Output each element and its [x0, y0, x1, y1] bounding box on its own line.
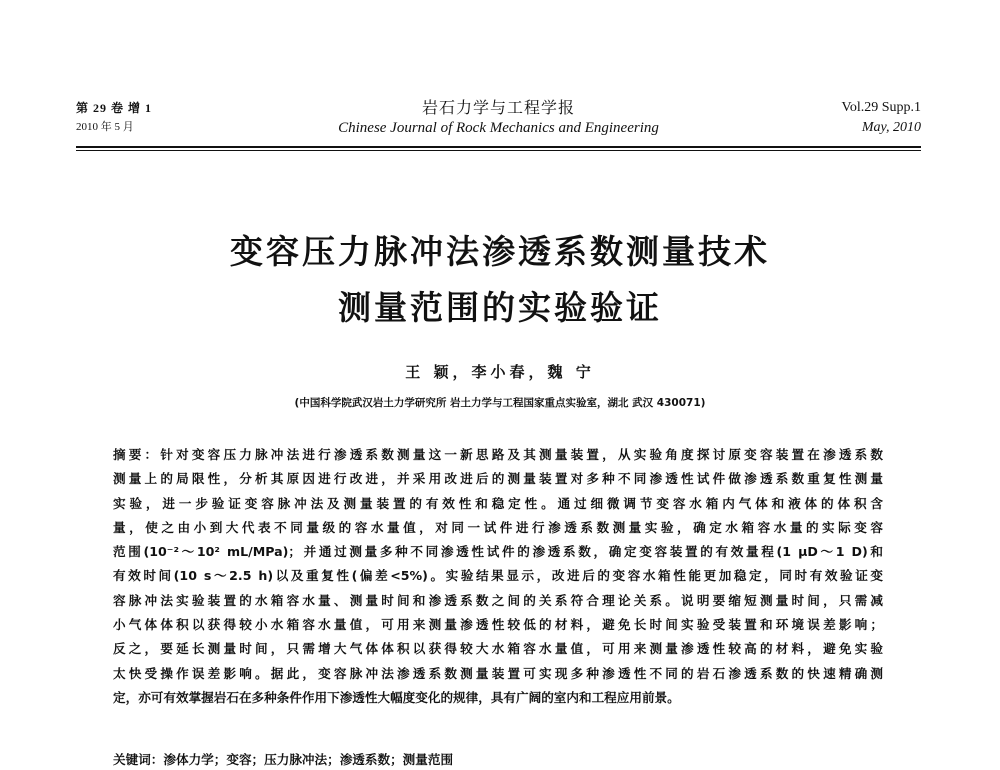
volume-cn: 第 29 卷 增 1 — [76, 101, 153, 115]
running-header — [76, 98, 921, 146]
affiliation: (中国科学院武汉岩土力学研究所 岩土力学与工程国家重点实验室，湖北 武汉 430071) — [294, 397, 706, 409]
date-en: May, 2010 — [861, 120, 921, 135]
abstract-line: 反之，要延长测量时间，只需增大气体体积以获得较大水箱容水量值，可用来测量渗透性较高的材料，避免实验 — [113, 641, 883, 657]
journal-title-cn: 岩石力学与工程学报 — [421, 98, 575, 117]
abstract-line: 定，亦可有效掌握岩石在多种条件作用下渗透性大幅度变化的规律，具有广阔的室内和工程应用前景。 — [113, 689, 680, 705]
keywords — [113, 750, 453, 770]
journal-title-en: Chinese Journal of Rock Mechanics and Engineering — [338, 120, 659, 136]
volume-en: Vol.29 Supp.1 — [841, 100, 921, 115]
header-right — [842, 98, 921, 138]
keywords-text: 渗体力学；变容；压力脉冲法；渗透系数；测量范围 — [163, 752, 454, 767]
abstract-line: 容脉冲法实验装置的水箱容水量、测量时间和渗透系数之间的关系符合理论关系。说明要缩短测量时间，只需减 — [113, 592, 883, 608]
abstract-label: 摘要： — [113, 447, 161, 462]
abstract-line — [113, 443, 883, 467]
abstract-line: 测量上的局限性，分析其原因进行改进，并采用改进后的测量装置对多种不同渗透性试件做渗透系数重复性测量 — [113, 471, 883, 487]
abstract-text: 针对变容压力脉冲法进行渗透系数测量这一新思路及其测量装置，从实验角度探讨原变容装置在渗透系数 — [160, 447, 884, 462]
abstract — [113, 443, 883, 710]
header-rule-thick — [76, 146, 921, 148]
paper-title-line-1: 变容压力脉冲法渗透系数测量技术 — [230, 232, 770, 271]
abstract-line: 小气体体积以获得较小水箱容水量值，可用来测量渗透性较低的材料，避免长时间实验受装置和环境误差影响； — [113, 617, 883, 633]
abstract-line: 量，使之由小到大代表不同量级的容水量值，对同一试件进行渗透系数测量实验，确定水箱容水量的实际变容 — [113, 519, 883, 535]
header-center — [76, 98, 921, 138]
abstract-line: 实验，进一步验证变容脉冲法及测量装置的有效性和稳定性。通过细微调节变容水箱内气体和液体的体积含 — [113, 495, 883, 511]
date-cn: 2010 年 5 月 — [76, 121, 134, 133]
authors: 王 颖，李小春，魏 宁 — [405, 363, 595, 381]
keywords-label: 关键词： — [113, 752, 164, 767]
abstract-line: 太快受操作误差影响。据此，变容脉冲法渗透系数测量装置可实现多种渗透性不同的岩石渗透系数的快速精确测 — [113, 665, 883, 681]
abstract-line: 范围(10⁻²～10² mL/MPa)；并通过测量多种不同渗透性试件的渗透系数，确定变容装置的有效量程(1 μD～1 D)和 — [113, 544, 883, 560]
header-rule-thin — [76, 150, 921, 151]
abstract-line: 有效时间(10 s～2.5 h)以及重复性(偏差<5%)。实验结果显示，改进后的变容水箱性能更加稳定，同时有效验证变 — [113, 568, 883, 584]
paper-title-line-2: 测量范围的实验验证 — [338, 288, 662, 327]
